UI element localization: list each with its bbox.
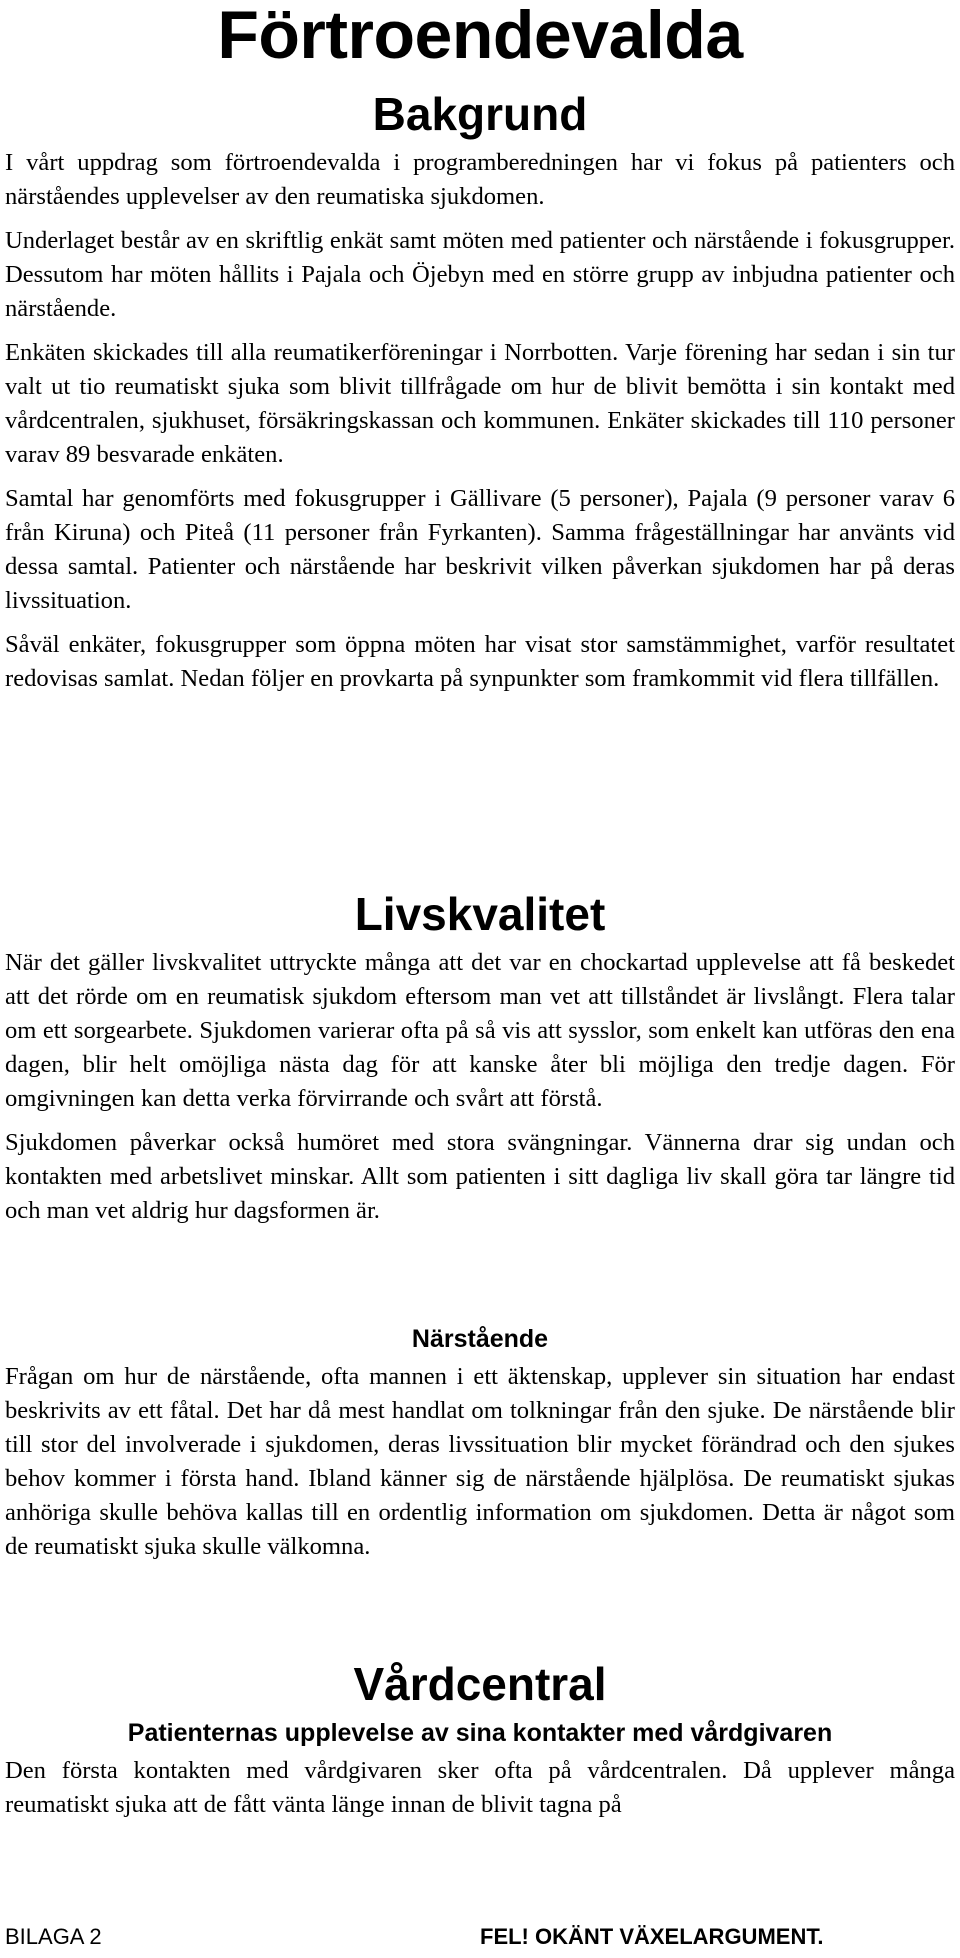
section-narstaende bbox=[5, 1322, 955, 1574]
heading-bakgrund: Bakgrund bbox=[372, 88, 588, 140]
heading-vardcentral: Vårdcentral bbox=[353, 1658, 607, 1710]
section-bakgrund bbox=[5, 86, 955, 706]
section-livskvalitet bbox=[5, 886, 955, 1238]
paragraph: I vårt uppdrag som förtroendevalda i programberedningen har vi fokus på patienters och närståendes upplevelser av den reumatiska sjukdomen. bbox=[5, 149, 955, 210]
paragraph: Sjukdomen påverkar också humöret med stora svängningar. Vännerna drar sig undan och kontakten med arbetslivet minskar. Allt som patienten i sitt dagliga liv skall göra tar längre tid och man vet aldrig hur dagsformen är. bbox=[5, 1129, 955, 1224]
footer-right: FEL! OKÄNT VÄXELARGUMENT. bbox=[480, 1924, 824, 1949]
heading-narstaende: Närstående bbox=[411, 1325, 549, 1353]
footer-left: BILAGA 2 bbox=[5, 1924, 102, 1949]
paragraph: Såväl enkäter, fokusgrupper som öppna möten har visat stor samstämmighet, varför resultatet redovisas samlat. Nedan följer en provkarta på synpunkter som framkommit vid flera tillfällen. bbox=[5, 631, 955, 692]
document-title: Förtroendevalda bbox=[217, 0, 743, 73]
paragraph: Enkäten skickades till alla reumatikerföreningar i Norrbotten. Varje förening har sedan i sin tur valt ut tio reumatiskt sjuka som blivit tillfrågade om hur de blivit bemötta i sin kontakt med vårdcentralen, sjukhuset, försäkringskassan och kommunen. Enkäter skickades till 110 personer varav 89 besvarade enkäten. bbox=[5, 339, 955, 468]
paragraph: När det gäller livskvalitet uttryckte många att det var en chockartad upplevelse att få beskedet att det rörde om en reumatisk sjukdom eftersom man vet att tillståndet är livslångt. Flera talar om ett sorgearbete. Sjukdomen varierar ofta på så vis att sysslor, som enkelt kan utföras den ena dagen, blir helt omöjliga nästa dag för att kanske åter bli möjliga den tredje dagen. För omgivningen kan detta verka förvirrande och svårt att förstå. bbox=[5, 949, 955, 1112]
section-vardcentral bbox=[5, 1656, 955, 1832]
paragraph: Samtal har genomförts med fokusgrupper i Gällivare (5 personer), Pajala (9 personer varav 6 från Kiruna) och Piteå (11 personer från Fyrkanten). Samma frågeställningar har använts vid dessa samtal. Patienter och närstående har beskrivit vilken påverkan sjukdomen har på deras livssituation. bbox=[5, 485, 955, 614]
paragraph: Den första kontakten med vårdgivaren sker ofta på vårdcentralen. Då upplever många reumatiskt sjuka att de fått vänta länge innan de blivit tagna på bbox=[5, 1757, 955, 1818]
paragraph: Underlaget består av en skriftlig enkät samt möten med patienter och närstående i fokusgrupper. Dessutom har möten hållits i Pajala och Öjebyn med en större grupp av inbjudna patienter och närstående. bbox=[5, 227, 955, 322]
heading-livskvalitet: Livskvalitet bbox=[354, 888, 606, 940]
paragraph: Frågan om hur de närstående, ofta mannen i ett äktenskap, upplever sin situation har endast beskrivits av ett fåtal. Det har då mest handlat om tolkningar från den sjuke. De närstående blir till stor del involverade i sjukdomen, deras livssituation blir mycket förändrad och den sjukes behov kommer i första hand. Ibland känner sig de närstående hjälplösa. De reumatiskt sjukas anhöriga skulle behöva kallas till en ordentlig information om sjukdomen. Detta är något som de reumatiskt sjuka skulle välkomna. bbox=[5, 1363, 955, 1560]
subheading-patienternas-upplevelse: Patienternas upplevelse av sina kontakter med vårdgivaren bbox=[127, 1719, 833, 1747]
